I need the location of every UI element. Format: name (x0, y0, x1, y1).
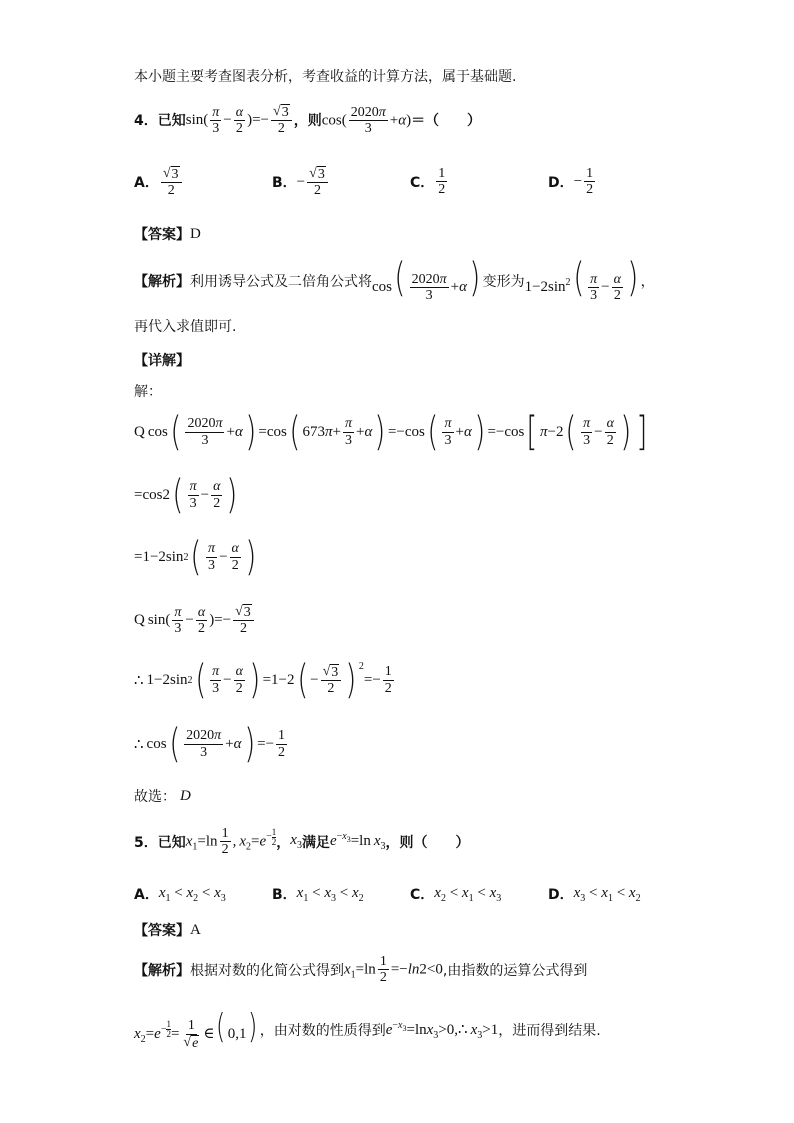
q4-number: 4． (134, 113, 158, 130)
q5-answer-value: A (190, 921, 201, 938)
q4-option-b-label: B． (272, 175, 297, 192)
q5-option-d-value: $x_3 < x_1 < x_2$ (573, 884, 641, 904)
q5-option-c-value: $x_2 < x_1 < x_3$ (434, 884, 502, 904)
q5-x3: $x_3$ (290, 832, 302, 852)
q4-step-1: Q cos ( $\frac{2020\pi}{3}$ + α ) =cos ( 673 π + $\frac{\pi}{3}$ + α ) =−cos ( $\frac{\pi}{3}$ + α ) =−cos [ π −2 ( $\frac{\pi}{3}$ − $\frac{\alpha}{2}$ ) ] (134, 409, 647, 455)
q5-analysis-text-4: ，进而得到结果. (498, 1023, 601, 1040)
q4-analysis-line2: 再代入求值即可. (134, 319, 237, 335)
q4-analysis-text-3: ， (640, 273, 655, 290)
q5-answer (134, 920, 201, 940)
q5-analysis-formula-2: $x_2=e^{- \frac{1}{2}}$ = 1 √ e ∈( 0,1) (134, 1007, 258, 1051)
q5-option-d-label: D． (548, 887, 574, 903)
q4-stem (134, 104, 481, 137)
q4-analysis-formula-1: cos( $\frac{2020\pi}{3}$ +α) (372, 255, 481, 304)
intro-line: 本小题主要考查图表分析，考查收益的计算方法，属于基础题. (134, 69, 517, 85)
q4-solve-label: 解： (134, 384, 162, 400)
q4-step-3: =1−2sin 2 ( $\frac{\pi}{3}$ − $\frac{\alpha}{2}$ ) (134, 534, 257, 580)
q5-option-a[interactable] (134, 884, 226, 904)
q4-step-2: =cos2 ( $\frac{\pi}{3}$ − $\frac{\alpha}{2}$ ) (134, 472, 238, 518)
q4-conclusion (134, 786, 191, 806)
q5-analysis-line2 (134, 1007, 601, 1051)
q4-conclusion-label: 故选： (134, 789, 176, 805)
q5-given-formula: $x_1=\ln$ $\frac{1}{2}$ , $x_2=e^{- \frac{1}{2}}$ (185, 826, 277, 858)
q5-option-b[interactable] (272, 884, 364, 904)
q4-analysis-text-1: 利用诱导公式及二倍角公式将 (190, 273, 372, 290)
q4-option-b-value: − √ 3 2 (297, 166, 330, 199)
q5-analysis-text-2: ,由指数的运算公式得到 (442, 962, 588, 979)
q5-analysis-formula-3: $e^{-x_3}=\ln x_3>0,\therefore$ $x_3>1$ (385, 1019, 499, 1041)
q4-prefix: 已知 (157, 113, 186, 130)
q4-analysis-formula-2: $1-2\sin^2$( $\frac{\pi}{3}$ − $\frac{\alpha}{2}$ ) (524, 255, 639, 304)
q4-option-d[interactable] (548, 166, 597, 198)
q5-option-d[interactable] (548, 884, 641, 904)
q4-option-b[interactable] (272, 166, 330, 199)
q4-analysis-text-2: 变形为 (482, 273, 525, 290)
q4-answer (134, 224, 201, 244)
q4-option-c-value: $\frac{1}{2}$ (438, 166, 446, 198)
q4-conclusion-value: D (180, 787, 191, 804)
q5-option-a-label: A． (134, 887, 159, 903)
q5-analysis-text-3: ，由对数的性质得到 (259, 1023, 386, 1040)
q4-analysis-label: 【解析】 (134, 273, 190, 290)
q4-step-4: Q sin( $\frac{\pi}{3}$ − $\frac{\alpha}{2}$ )=− √ 3 2 (134, 604, 256, 637)
q5-analysis-formula-1: $x_1=\ln$ $\frac{1}{2}$ =−ln2<0 (344, 954, 443, 986)
q5-answer-label: 【答案】 (134, 923, 190, 939)
q4-step-5: ∴ 1−2sin 2 ( $\frac{\pi}{3}$ − $\frac{\alpha}{2}$ ) =1−2 ( − √ 3 2 ) $^2$ =− $\frac{1}{2}$ (134, 657, 392, 703)
q4-then: ，则 (293, 113, 322, 130)
q4-given-formula: sin( $\frac{\pi}{3}$ − $\frac{\alpha}{2}$ )=− √ 3 2 (186, 104, 294, 137)
q5-prefix: 已知 (157, 834, 186, 851)
q4-answer-label: 【答案】 (134, 227, 190, 243)
q4-option-d-label: D． (548, 174, 574, 191)
q5-stem: 5． 已知 $x_1=\ln$ $\frac{1}{2}$ , $x_2=e^{- \frac{1}{2}}$ ， $x_3$ 满足 $e^{-x_3}=\ln$ $x_3$ ，则（ ） (134, 826, 470, 858)
q5-condition-formula: $e^{-x_3}=\ln$ $x_3$ (329, 831, 386, 853)
q5-number: 5． (134, 834, 158, 851)
q5-analysis (134, 954, 587, 986)
q4-step-6: ∴ cos ( $\frac{2020\pi}{3}$ + α ) =− $\frac{1}{2}$ (134, 721, 286, 767)
q4-option-a-value: √ 3 2 (159, 166, 184, 199)
q4-blank: ＝（ ） (411, 113, 482, 130)
q4-analysis (134, 255, 655, 304)
q5-option-b-value: $x_1 < x_3 < x_2$ (296, 884, 364, 904)
q5-option-b-label: B． (272, 887, 297, 903)
q5-option-c[interactable] (410, 884, 501, 904)
q4-option-d-value: − $\frac{1}{2}$ (573, 166, 594, 198)
q5-analysis-label: 【解析】 (134, 962, 190, 979)
q4-option-c[interactable] (410, 166, 449, 198)
q5-analysis-text-1: 根据对数的化简公式得到 (190, 962, 344, 979)
q4-answer-value: D (190, 225, 201, 242)
q4-option-a[interactable] (134, 166, 184, 199)
q5-then: ，则（ ） (385, 834, 470, 851)
q5-option-c-label: C． (410, 887, 435, 903)
q4-option-c-label: C． (410, 174, 435, 191)
q4-option-a-label: A． (134, 175, 159, 192)
q4-detail-label: 【详解】 (134, 353, 190, 369)
q5-option-a-value: $x_1 < x_2 < x_3$ (158, 884, 226, 904)
q4-target-formula: cos( $\frac{2020\pi}{3}$ +α) (321, 104, 412, 136)
q5-mid: 满足 (301, 834, 330, 851)
